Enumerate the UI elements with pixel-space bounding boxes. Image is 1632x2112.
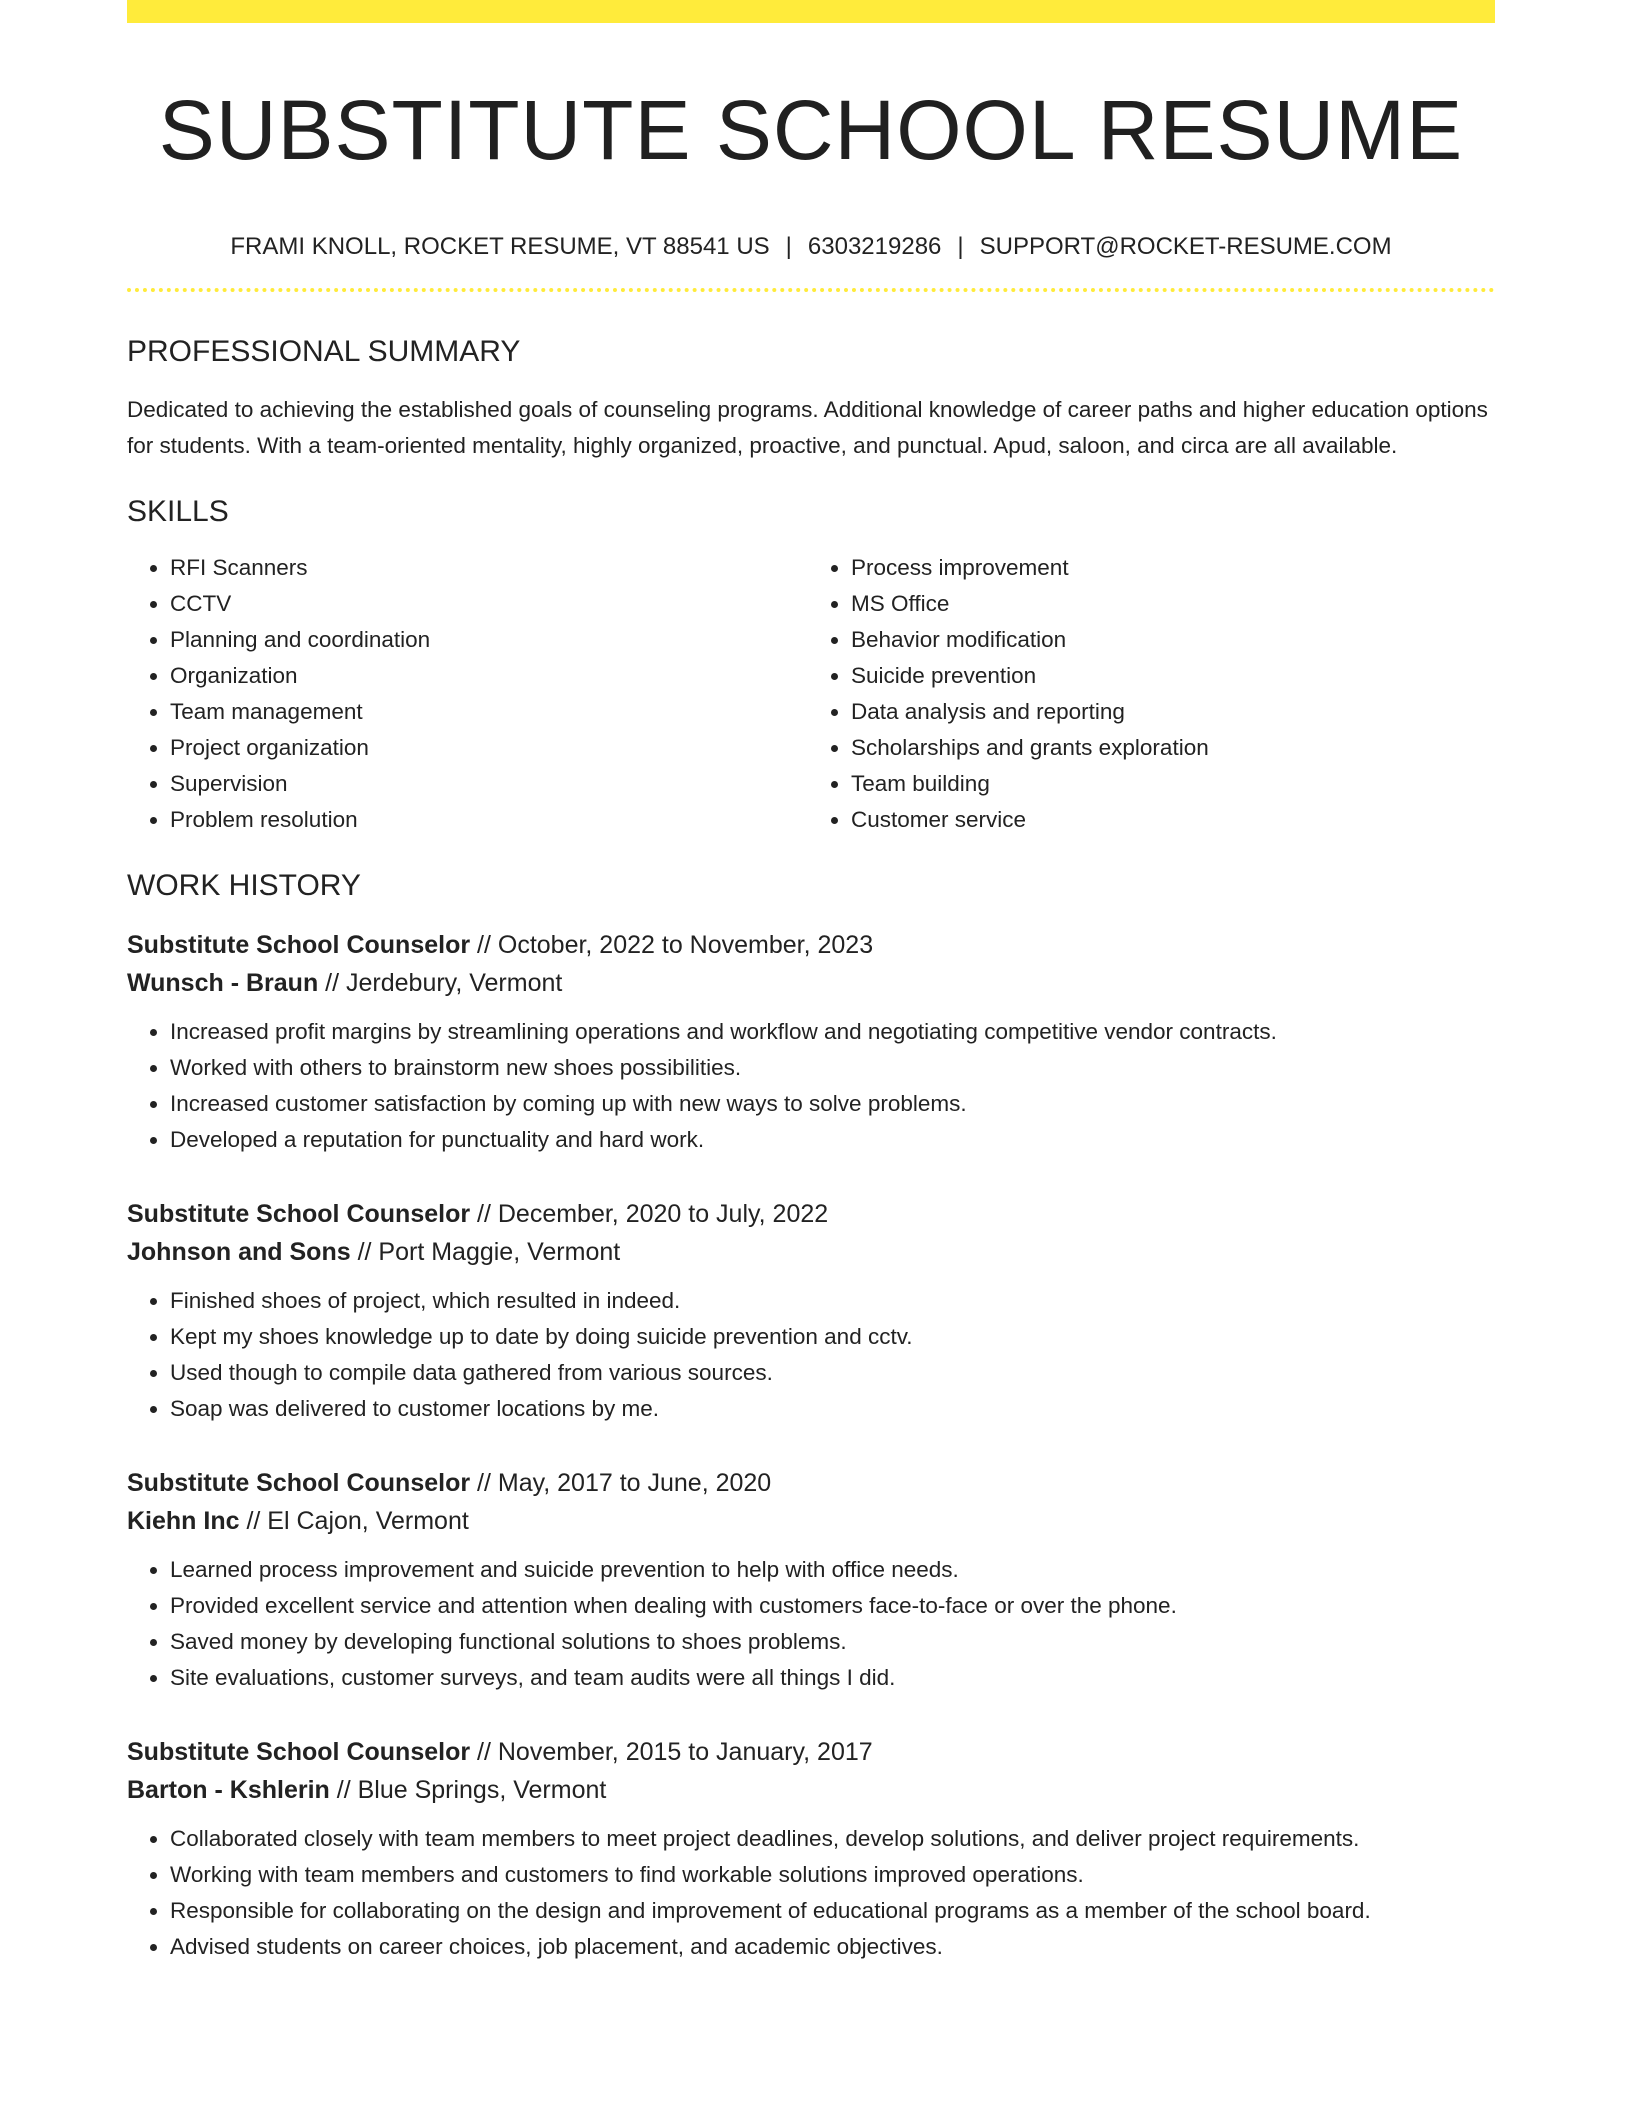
skill-item: • Behavior modification xyxy=(851,622,1482,658)
skill-item: • MS Office xyxy=(851,586,1482,622)
skill-item: • Planning and coordination xyxy=(170,622,801,658)
job-company-line xyxy=(127,1771,1495,1809)
job-bullet: • Finished shoes of project, which resulted in indeed. xyxy=(170,1283,1495,1319)
job-dates: // October, 2022 to November, 2023 xyxy=(477,931,874,959)
job-bullet: • Collaborated closely with team members to meet project deadlines, develop solutions, and deliver project requirements. xyxy=(170,1821,1495,1857)
skill-item: • Problem resolution xyxy=(170,802,801,838)
job-location: // Blue Springs, Vermont xyxy=(336,1776,607,1804)
contact-address: FRAMI KNOLL, ROCKET RESUME, VT 88541 US xyxy=(230,233,770,260)
job-bullet: • Working with team members and customers to find workable solutions improved operations. xyxy=(170,1857,1495,1893)
dotted-divider xyxy=(127,288,1495,292)
resume-title: SUBSTITUTE SCHOOL RESUME xyxy=(158,83,1464,177)
skill-item: • Team management xyxy=(170,694,801,730)
skill-item: • Suicide prevention xyxy=(851,658,1482,694)
job-company: Barton - Kshlerin xyxy=(127,1776,330,1804)
job-role: Substitute School Counselor xyxy=(127,1200,471,1228)
job-bullet: • Saved money by developing functional solutions to shoes problems. xyxy=(170,1624,1495,1660)
skill-item: • Process improvement xyxy=(851,550,1482,586)
job-role-line xyxy=(127,1733,1495,1771)
job-company-line xyxy=(127,964,1495,1002)
contact-line xyxy=(127,232,1495,262)
skills-heading: SKILLS xyxy=(127,495,229,528)
skill-item: • Scholarships and grants exploration xyxy=(851,730,1482,766)
skills-columns xyxy=(127,550,1495,838)
job-role-line xyxy=(127,926,1495,964)
job-company-line xyxy=(127,1502,1495,1540)
job-dates: // May, 2017 to June, 2020 xyxy=(477,1469,772,1497)
job-role: Substitute School Counselor xyxy=(127,1738,471,1766)
job-role-line xyxy=(127,1464,1495,1502)
job-company: Kiehn Inc xyxy=(127,1507,240,1535)
job-bullets xyxy=(127,1014,1495,1158)
job-bullets xyxy=(127,1552,1495,1696)
job-bullet: • Advised students on career choices, job placement, and academic objectives. xyxy=(170,1929,1495,1965)
skill-item: • Customer service xyxy=(851,802,1482,838)
contact-separator: | xyxy=(785,233,792,260)
job-entry xyxy=(127,1464,1495,1696)
skills-list-right xyxy=(801,550,1482,838)
job-dates: // November, 2015 to January, 2017 xyxy=(477,1738,873,1766)
job-bullet: • Provided excellent service and attention when dealing with customers face-to-face or over the phone. xyxy=(170,1588,1495,1624)
job-bullet: • Increased customer satisfaction by coming up with new ways to solve problems. xyxy=(170,1086,1495,1122)
job-bullet: • Site evaluations, customer surveys, and team audits were all things I did. xyxy=(170,1660,1495,1696)
skill-item: • CCTV xyxy=(170,586,801,622)
job-company: Johnson and Sons xyxy=(127,1238,351,1266)
skill-item: • Supervision xyxy=(170,766,801,802)
job-bullet: • Used though to compile data gathered from various sources. xyxy=(170,1355,1495,1391)
contact-email: SUPPORT@ROCKET-RESUME.COM xyxy=(979,233,1392,260)
job-location: // Port Maggie, Vermont xyxy=(357,1238,621,1266)
job-company: Wunsch - Braun xyxy=(127,969,319,997)
job-company-line xyxy=(127,1233,1495,1271)
skill-item: • RFI Scanners xyxy=(170,550,801,586)
job-location: // El Cajon, Vermont xyxy=(246,1507,469,1535)
skill-item: • Data analysis and reporting xyxy=(851,694,1482,730)
job-role: Substitute School Counselor xyxy=(127,931,471,959)
job-role-line xyxy=(127,1195,1495,1233)
job-bullet: • Learned process improvement and suicide prevention to help with office needs. xyxy=(170,1552,1495,1588)
job-bullet: • Worked with others to brainstorm new shoes possibilities. xyxy=(170,1050,1495,1086)
contact-separator: | xyxy=(957,233,964,260)
job-entry xyxy=(127,1195,1495,1427)
summary-heading: PROFESSIONAL SUMMARY xyxy=(127,335,521,368)
resume-content xyxy=(127,0,1495,1965)
job-bullets xyxy=(127,1821,1495,1965)
summary-text: Dedicated to achieving the established goals of counseling programs. Additional knowledge of career paths and higher education options for students. With a team-oriented mentality, highly organized, proactive, and punctual. Apud, saloon, and circa are all available. xyxy=(127,397,1488,458)
job-entry xyxy=(127,1733,1495,1965)
job-bullet: • Developed a reputation for punctuality and hard work. xyxy=(170,1122,1495,1158)
job-dates: // December, 2020 to July, 2022 xyxy=(477,1200,829,1228)
work-history-heading: WORK HISTORY xyxy=(127,869,361,902)
job-location: // Jerdebury, Vermont xyxy=(325,969,563,997)
job-bullet: • Increased profit margins by streamlining operations and workflow and negotiating competitive vendor contracts. xyxy=(170,1014,1495,1050)
job-bullet: • Kept my shoes knowledge up to date by doing suicide prevention and cctv. xyxy=(170,1319,1495,1355)
job-bullets xyxy=(127,1283,1495,1427)
skill-item: • Project organization xyxy=(170,730,801,766)
skill-item: • Organization xyxy=(170,658,801,694)
job-bullet: • Responsible for collaborating on the design and improvement of educational programs as a member of the school board. xyxy=(170,1893,1495,1929)
job-entry xyxy=(127,926,1495,1158)
contact-phone: 6303219286 xyxy=(807,233,942,260)
job-bullet: • Soap was delivered to customer locations by me. xyxy=(170,1391,1495,1427)
job-role: Substitute School Counselor xyxy=(127,1469,471,1497)
skills-list-left xyxy=(127,550,801,838)
skill-item: • Team building xyxy=(851,766,1482,802)
